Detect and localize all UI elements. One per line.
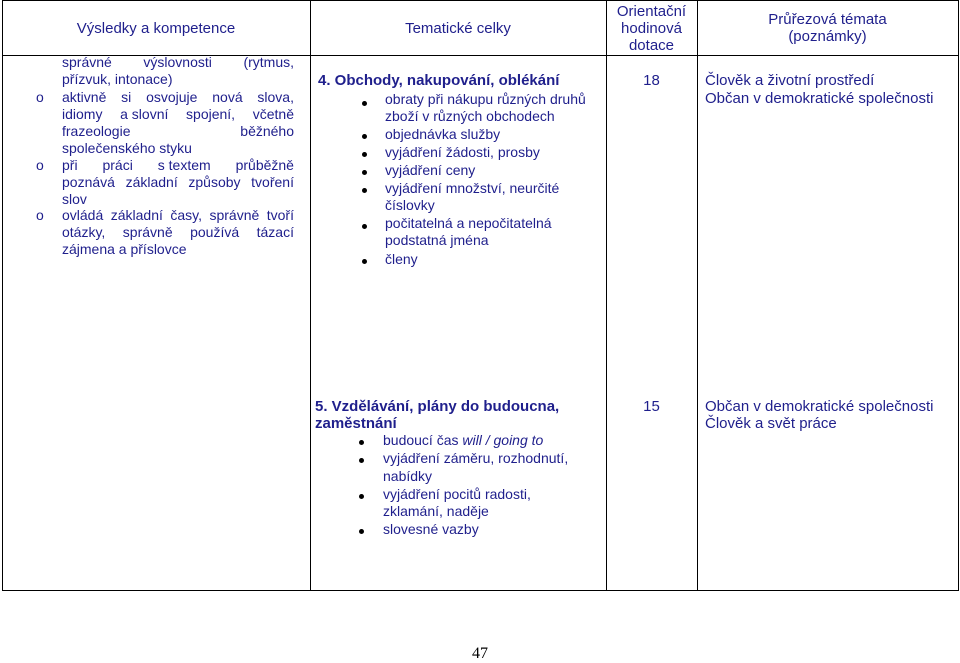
topic-item: vyjádření pocitů radosti,	[383, 486, 531, 502]
bullet	[359, 458, 364, 463]
results-marker: o	[36, 157, 44, 173]
bullet	[362, 101, 367, 106]
hours-value: 18	[643, 72, 660, 89]
bullet	[362, 152, 367, 157]
results-line: ovládá základní časy, správně tvoří	[62, 207, 294, 223]
topic-item: vyjádření žádosti, prosby	[385, 144, 540, 160]
bullet	[362, 134, 367, 139]
topic-item: obraty při nákupu různých druhů	[385, 91, 586, 107]
bullet	[362, 224, 367, 229]
topic-item: zklamání, naděje	[383, 503, 489, 519]
bullet	[359, 494, 364, 499]
results-line: při práci s textem průběžně	[62, 157, 294, 173]
topic-item: podstatná jména	[385, 232, 489, 248]
bullet	[359, 529, 364, 534]
header-themes: Průřezová témata (poznámky)	[768, 11, 887, 45]
results-marker: o	[36, 207, 44, 223]
results-line: slov	[62, 191, 87, 207]
page-number: 47	[472, 645, 488, 662]
bullet	[362, 170, 367, 175]
topic-item: slovesné vazby	[383, 521, 479, 537]
topic-title-4: 4. Obchody, nakupování, oblékání	[318, 72, 560, 89]
results-line: společenského styku	[62, 140, 192, 156]
header-results: Výsledky a kompetence	[76, 20, 236, 37]
results-line: otázky, správně používá tázací	[62, 224, 294, 240]
topic-item: vyjádření ceny	[385, 162, 476, 178]
cross-theme: Člověk a životní prostředí	[705, 72, 875, 89]
results-line: zájmena a příslovce	[62, 241, 187, 257]
header-topics: Tematické celky	[405, 20, 511, 37]
cross-theme: Člověk a svět práce	[705, 415, 837, 432]
bullet	[362, 259, 367, 264]
header-hours: Orientační hodinová dotace	[616, 3, 687, 54]
hours-value: 15	[643, 398, 660, 415]
topic-title-5: 5. Vzdělávání, plány do budoucna,	[315, 398, 560, 415]
topic-item: členy	[385, 251, 418, 267]
bullet	[359, 440, 364, 445]
results-line: poznává základní způsoby tvoření	[62, 174, 294, 190]
topic-item: nabídky	[383, 468, 433, 484]
topic-item: objednávka služby	[385, 126, 501, 142]
topic-item: vyjádření množství, neurčité	[385, 180, 560, 196]
topic-item: budoucí čas will / going to	[383, 432, 544, 448]
topic-item: počitatelná a nepočitatelná	[385, 215, 552, 231]
topic-title-5: zaměstnání	[315, 415, 397, 432]
results-line: správné výslovnosti (rytmus,	[62, 54, 294, 70]
cross-theme: Občan v demokratické společnosti	[705, 398, 934, 415]
cross-theme: Občan v demokratické společnosti	[705, 90, 934, 107]
results-marker: o	[36, 89, 44, 105]
results-line: přízvuk, intonace)	[62, 71, 173, 87]
topic-item: vyjádření záměru, rozhodnutí,	[383, 450, 569, 466]
results-line: idiomy a slovní spojení, včetně	[62, 106, 294, 122]
topic-item: číslovky	[385, 197, 435, 213]
topic-item: zboží v různých obchodech	[385, 108, 555, 124]
results-line: aktivně si osvojuje nová slova,	[62, 89, 294, 105]
results-line: frazeologie běžného	[62, 123, 294, 139]
bullet	[362, 188, 367, 193]
